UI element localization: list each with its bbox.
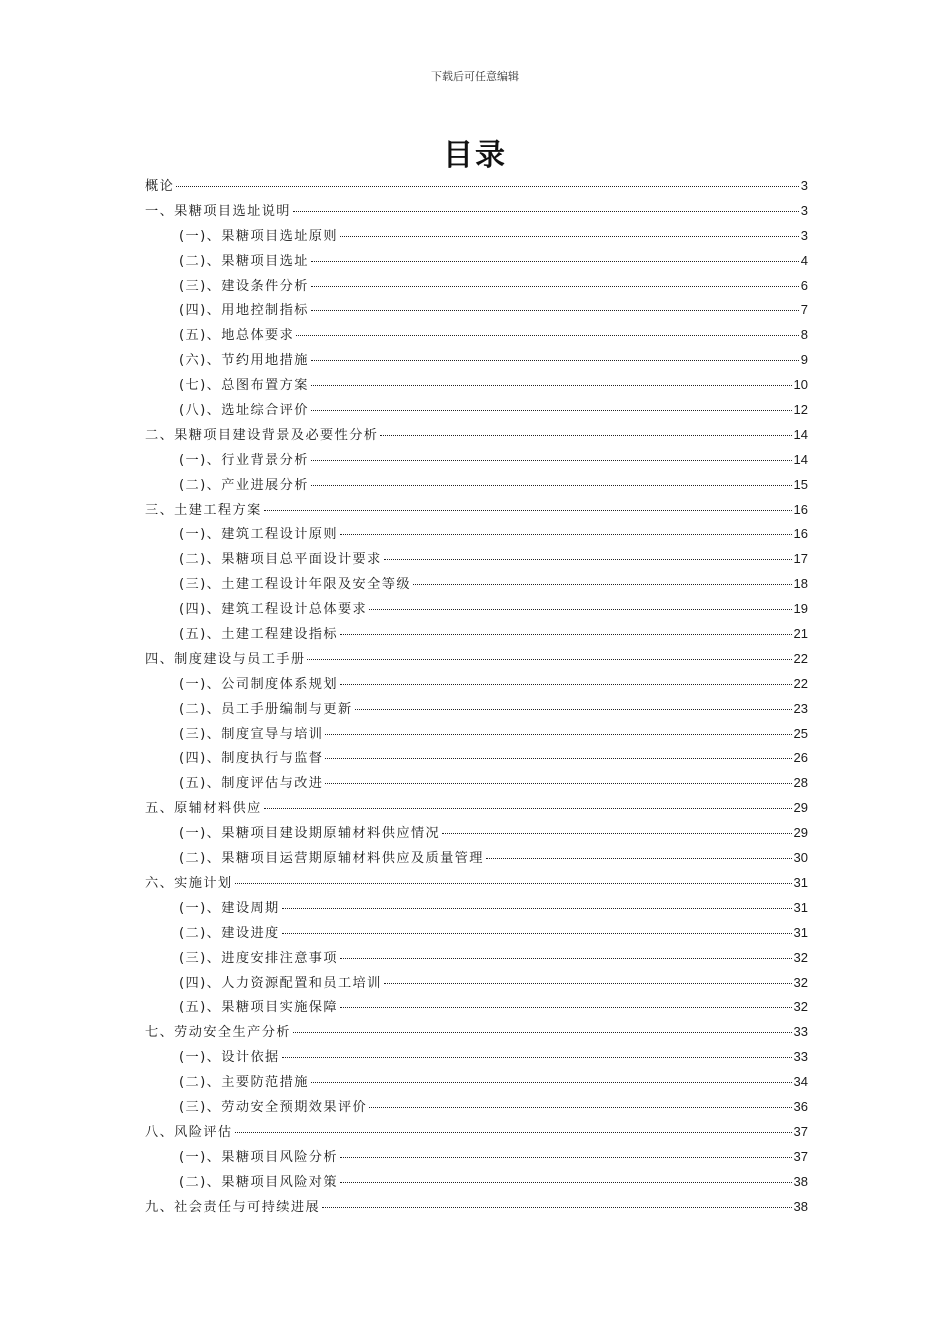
toc-dot-leader: [264, 808, 792, 809]
toc-entry-page-number: 22: [793, 650, 808, 666]
toc-dot-leader: [311, 385, 792, 386]
toc-dot-leader: [235, 1132, 792, 1133]
toc-entry-label: 五、原辅材料供应: [145, 801, 262, 817]
toc-entry[interactable]: [145, 1021, 808, 1046]
toc-dot-leader: [340, 1007, 792, 1008]
toc-entry-label: (一)、果糖项目风险分析: [179, 1149, 338, 1165]
toc-entry-page-number: 31: [793, 899, 808, 915]
toc-entry-page-number: 34: [793, 1074, 808, 1090]
toc-entry-label: (一)、果糖项目建设期原辅材料供应情况: [179, 826, 441, 842]
toc-dot-leader: [413, 584, 792, 585]
toc-entry-page-number: 7: [800, 302, 808, 318]
toc-entry-page-number: 21: [793, 626, 808, 642]
toc-entry-page-number: 14: [793, 426, 808, 442]
toc-dot-leader: [340, 236, 799, 237]
toc-entry[interactable]: [145, 996, 808, 1021]
toc-entry-page-number: 17: [793, 551, 808, 567]
toc-dot-leader: [311, 460, 792, 461]
toc-entry[interactable]: [145, 1146, 808, 1171]
toc-entry-label: 二、果糖项目建设背景及必要性分析: [145, 427, 379, 443]
toc-dot-leader: [340, 534, 792, 535]
toc-entry-label: (四)、制度执行与监督: [179, 751, 324, 767]
toc-entry[interactable]: [145, 474, 808, 499]
toc-dot-leader: [355, 709, 792, 710]
toc-entry-page-number: 38: [793, 1198, 808, 1214]
toc-entry-label: (五)、制度评估与改进: [179, 776, 324, 792]
toc-dot-leader: [340, 684, 792, 685]
toc-entry[interactable]: [145, 723, 808, 748]
toc-entry[interactable]: [145, 225, 808, 250]
header-note: 下载后可任意编辑: [431, 70, 519, 83]
toc-entry-page-number: 10: [793, 377, 808, 393]
toc-dot-leader: [369, 1107, 791, 1108]
toc-entry-label: (二)、产业进展分析: [179, 477, 309, 493]
toc-dot-leader: [176, 186, 799, 187]
toc-entry[interactable]: [145, 499, 808, 524]
toc-entry[interactable]: [145, 424, 808, 449]
toc-entry[interactable]: [145, 349, 808, 374]
toc-entry-page-number: 26: [793, 750, 808, 766]
toc-entry-label: (四)、建筑工程设计总体要求: [179, 602, 368, 618]
toc-entry-page-number: 23: [793, 700, 808, 716]
toc-dot-leader: [340, 1182, 792, 1183]
toc-dot-leader: [311, 286, 799, 287]
toc-entry-page-number: 9: [800, 352, 808, 368]
toc-entry-label: (三)、制度宣导与培训: [179, 726, 324, 742]
toc-entry-page-number: 22: [793, 675, 808, 691]
toc-entry-label: (二)、果糖项目风险对策: [179, 1174, 338, 1190]
toc-entry[interactable]: [145, 523, 808, 548]
toc-entry-label: (一)、设计依据: [179, 1050, 280, 1066]
toc-dot-leader: [264, 510, 792, 511]
toc-entry[interactable]: [145, 324, 808, 349]
toc-entry[interactable]: [145, 822, 808, 847]
toc-entry-page-number: 3: [800, 202, 808, 218]
toc-entry[interactable]: [145, 399, 808, 424]
toc-entry-label: 八、风险评估: [145, 1124, 233, 1140]
toc-entry-label: (二)、果糖项目运营期原辅材料供应及质量管理: [179, 851, 484, 867]
toc-entry[interactable]: [145, 897, 808, 922]
toc-entry-page-number: 28: [793, 775, 808, 791]
toc-entry-page-number: 12: [793, 402, 808, 418]
toc-entry[interactable]: [145, 275, 808, 300]
toc-entry[interactable]: [145, 847, 808, 872]
toc-entry-label: (四)、人力资源配置和员工培训: [179, 975, 382, 991]
toc-entry-page-number: 8: [800, 327, 808, 343]
toc-entry-label: (二)、主要防范措施: [179, 1075, 309, 1091]
toc-entry-page-number: 19: [793, 601, 808, 617]
toc-entry-label: 七、劳动安全生产分析: [145, 1025, 291, 1041]
toc-entry[interactable]: [145, 598, 808, 623]
toc-entry[interactable]: [145, 972, 808, 997]
toc-dot-leader: [384, 559, 792, 560]
toc-entry[interactable]: [145, 698, 808, 723]
toc-entry-page-number: 38: [793, 1173, 808, 1189]
toc-dot-leader: [325, 783, 791, 784]
toc-dot-leader: [311, 485, 792, 486]
toc-entry[interactable]: [145, 175, 808, 200]
toc-dot-leader: [380, 435, 791, 436]
toc-entry[interactable]: [145, 623, 808, 648]
toc-entry-page-number: 32: [793, 949, 808, 965]
toc-entry[interactable]: [145, 449, 808, 474]
toc-entry[interactable]: [145, 1046, 808, 1071]
toc-entry-label: (一)、建设周期: [179, 900, 280, 916]
toc-entry-page-number: 37: [793, 1148, 808, 1164]
toc-dot-leader: [311, 1082, 792, 1083]
toc-entry-label: (八)、选址综合评价: [179, 403, 309, 419]
toc-entry[interactable]: [145, 250, 808, 275]
toc-entry-page-number: 3: [800, 227, 808, 243]
toc-entry-label: (五)、土建工程建设指标: [179, 627, 338, 643]
toc-entry-label: 九、社会责任与可持续进展: [145, 1199, 321, 1215]
toc-entry-page-number: 16: [793, 501, 808, 517]
toc-dot-leader: [293, 211, 799, 212]
toc-dot-leader: [340, 958, 792, 959]
toc-entry-label: (一)、公司制度体系规划: [179, 676, 338, 692]
toc-dot-leader: [322, 1207, 791, 1208]
toc-entry-page-number: 33: [793, 1049, 808, 1065]
toc-dot-leader: [311, 360, 799, 361]
toc-entry-label: (二)、果糖项目选址: [179, 253, 309, 269]
toc-dot-leader: [369, 609, 791, 610]
toc-dot-leader: [235, 883, 792, 884]
toc-entry-label: (五)、地总体要求: [179, 328, 295, 344]
toc-dot-leader: [307, 659, 791, 660]
toc-entry[interactable]: [145, 200, 808, 225]
toc-entry-page-number: 18: [793, 576, 808, 592]
toc-entry-label: (二)、果糖项目总平面设计要求: [179, 552, 382, 568]
toc-entry-label: (二)、建设进度: [179, 925, 280, 941]
toc-dot-leader: [311, 410, 792, 411]
toc-dot-leader: [282, 933, 792, 934]
toc-entry-label: (三)、土建工程设计年限及安全等级: [179, 577, 411, 593]
toc-entry-page-number: 30: [793, 850, 808, 866]
toc-entry[interactable]: [145, 1196, 808, 1221]
toc-entry-label: (三)、建设条件分析: [179, 278, 309, 294]
toc-entry-label: (四)、用地控制指标: [179, 303, 309, 319]
toc-dot-leader: [311, 310, 799, 311]
toc-entry-page-number: 32: [793, 999, 808, 1015]
toc-entry-page-number: 14: [793, 451, 808, 467]
toc-dot-leader: [311, 261, 799, 262]
toc-entry[interactable]: [145, 1171, 808, 1196]
toc-entry[interactable]: [145, 648, 808, 673]
page-title: 目录: [443, 138, 507, 173]
toc-entry[interactable]: [145, 922, 808, 947]
toc-dot-leader: [282, 908, 792, 909]
toc-entry[interactable]: [145, 1071, 808, 1096]
toc-dot-leader: [340, 1157, 792, 1158]
toc-entry-label: 一、果糖项目选址说明: [145, 203, 291, 219]
toc-dot-leader: [442, 833, 791, 834]
toc-dot-leader: [282, 1057, 792, 1058]
toc-entry-page-number: 31: [793, 924, 808, 940]
toc-entry-page-number: 31: [793, 874, 808, 890]
toc-entry-page-number: 15: [793, 476, 808, 492]
toc-entry[interactable]: [145, 673, 808, 698]
toc-entry-label: (一)、建筑工程设计原则: [179, 527, 338, 543]
toc-entry[interactable]: [145, 747, 808, 772]
toc-entry-label: (三)、进度安排注意事项: [179, 950, 338, 966]
toc-entry-page-number: 37: [793, 1123, 808, 1139]
toc-entry[interactable]: [145, 548, 808, 573]
toc-entry[interactable]: [145, 1121, 808, 1146]
toc-entry-label: (五)、果糖项目实施保障: [179, 1000, 338, 1016]
toc-entry[interactable]: [145, 299, 808, 324]
toc-entry-page-number: 33: [793, 1024, 808, 1040]
toc-dot-leader: [384, 983, 792, 984]
toc-entry-page-number: 3: [800, 178, 808, 193]
toc-entry-label: 三、土建工程方案: [145, 502, 262, 518]
toc-entry-label: (一)、果糖项目选址原则: [179, 228, 338, 244]
toc-entry-page-number: 32: [793, 974, 808, 990]
toc-entry-label: (一)、行业背景分析: [179, 452, 309, 468]
toc-entry-page-number: 6: [800, 277, 808, 293]
toc-dot-leader: [340, 634, 792, 635]
table-of-contents: [145, 175, 808, 1220]
toc-entry-page-number: 4: [800, 252, 808, 268]
toc-entry-label: (二)、员工手册编制与更新: [179, 701, 353, 717]
toc-entry[interactable]: [145, 1096, 808, 1121]
toc-entry-label: 四、制度建设与员工手册: [145, 651, 306, 667]
toc-entry[interactable]: [145, 573, 808, 598]
toc-entry-page-number: 16: [793, 526, 808, 542]
toc-entry-label: (三)、劳动安全预期效果评价: [179, 1099, 368, 1115]
toc-entry-label: 概论: [145, 179, 175, 194]
toc-dot-leader: [325, 758, 791, 759]
toc-entry-label: 六、实施计划: [145, 875, 233, 891]
toc-entry-page-number: 25: [793, 725, 808, 741]
toc-entry[interactable]: [145, 772, 808, 797]
toc-entry-label: (七)、总图布置方案: [179, 378, 309, 394]
toc-entry-page-number: 29: [793, 800, 808, 816]
toc-entry[interactable]: [145, 797, 808, 822]
toc-entry[interactable]: [145, 374, 808, 399]
toc-entry-label: (六)、节约用地措施: [179, 353, 309, 369]
toc-dot-leader: [486, 858, 792, 859]
toc-entry[interactable]: [145, 947, 808, 972]
toc-dot-leader: [296, 335, 799, 336]
toc-dot-leader: [325, 734, 791, 735]
toc-entry[interactable]: [145, 872, 808, 897]
toc-dot-leader: [293, 1032, 792, 1033]
toc-entry-page-number: 29: [793, 825, 808, 841]
toc-entry-page-number: 36: [793, 1098, 808, 1114]
